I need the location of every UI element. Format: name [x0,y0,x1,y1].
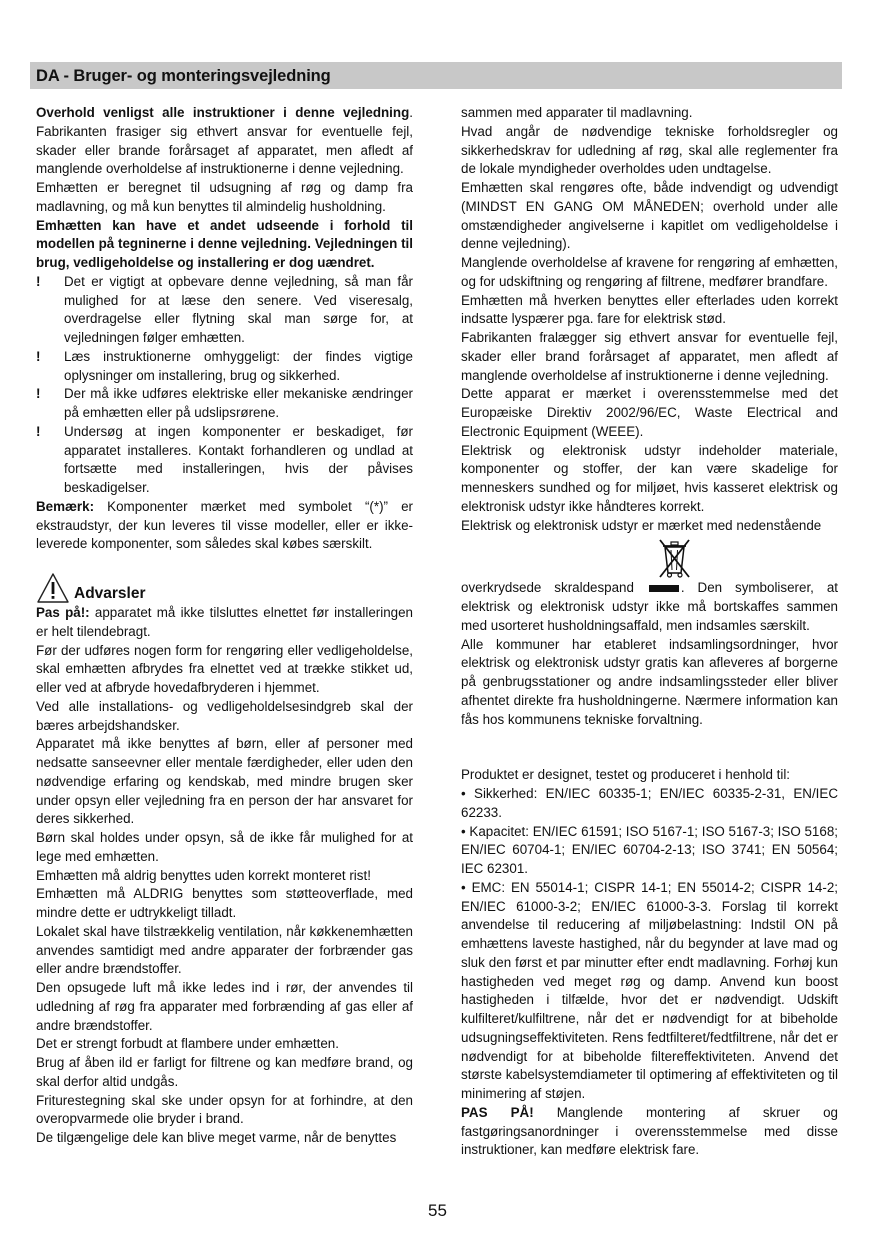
bullet-mark: ! [36,386,41,402]
safety-paragraph: Emhætten må aldrig benyttes uden korrekt monteret rist! [36,867,371,883]
body-paragraph: Manglende overholdelse af kravene for rengøring af emhætten, og for udskiftning og rengøring af filtrene, medfører brandfare. [461,255,838,289]
safety-paragraph: Det er strengt forbudt at flambere under emhætten. [36,1036,339,1052]
safety-paragraph: Lokalet skal have tilstrækkelig ventilation, når køkkenemhætten anvendes samtidigt med andre apparater der forbrænder gas eller andre brændstoffer. [36,923,413,977]
intro-bold: Overhold venligst alle instruktioner i denne vejledning [36,105,410,120]
warning-paragraph [36,604,413,642]
bullet-text: Der må ikke udføres elektriske eller mekaniske ændringer på emhætten eller på udslipsrørene. [64,386,413,420]
page-number: 55 [428,1201,447,1220]
bullet-text: Undersøg at ingen komponenter er beskadiget, før apparatet installeres. Kontakt forhandleren og undlad at fortsætte med installeringen, hvis der påvises beskadigelser. [64,423,413,495]
designed-paragraph: Produktet er designet, testet og produceret i henhold til: [461,767,791,783]
weee-text-a: overkrydsede skraldespand [461,580,634,596]
body-paragraph: Elektrisk og elektronisk udstyr indeholder materiale, komponenter og stoffer, der kan være skadelige for menneskers sundhed og for miljøet, hvis kasseret elektrisk og elektronisk udstyr ikke håndteres korrekt. [461,442,838,514]
intro-rest: . Fabrikanten frasiger sig ethvert ansvar for eventuelle fejl, skader eller brande forårsaget af apparatet, men afledt af manglende overholdelse af instruktionerne i denne vejledning. [36,105,413,177]
section-header [30,62,842,89]
caution-label: PAS PÅ! [461,1104,534,1120]
safety-paragraph: Ved alle installations- og vedligeholdelsesindgreb skal der bæres arbejdshandsker. [36,698,413,733]
collection-paragraph: Alle kommuner har etableret indsamlingsordninger, hvor elektrisk og elektronisk udstyr gratis kan afleveres af borgerne på genbrugsstationer og andre indsamlingssteder eller bliver afhentet direkte fra husholdningerne. Nærmere information kan fås hos kommunens tekniske forvaltning. [461,636,838,727]
safety-paragraph: De tilgængelige dele kan blive meget varme, når de benyttes [36,1130,397,1145]
bullet-mark: ! [36,348,41,364]
body-paragraph: sammen med apparater til madlavning. [461,105,693,120]
bullet-item [36,348,413,386]
caution-paragraph [461,1104,838,1160]
intro-paragraph [36,104,413,179]
crossed-bin-icon [654,535,694,579]
weee-text-b: . Den symboliserer, at elektrisk og elektronisk udstyr ikke må bortskaffes sammen med usorteret husholdningsaffald, men indsamles særskilt. [461,580,838,633]
body-paragraph: Hvad angår de nødvendige tekniske forholdsregler og sikkerhedskrav for udledning af røg, skal alle reglementer fra de lokale myndigheder overholdes uden undtagelse. [461,123,838,177]
safety-paragraph: Brug af åben ild er farligt for filtrene og kan medføre brand, og skal derfor altid undgås. [36,1055,413,1089]
safety-paragraph: Emhætten må ALDRIG benyttes som støtteoverflade, med mindre dette er udtrykkeligt tilladt. [36,886,413,920]
bullet-text: Det er vigtigt at opbevare denne vejledning, så man får mulighed for at læse den senere. Ved viseresalg, overdragelse eller flytning skal man sørge for, at vejledningen følger emhætten. [64,273,413,345]
body-paragraph: Fabrikanten fralægger sig ethvert ansvar for eventuelle fejl, skader eller brand forårsaget af apparatet, men afledt af manglende overholdelse af instruktionerne i denne vejledning. [461,330,838,383]
warning-triangle-icon [36,572,70,604]
safety-paragraph: Apparatet må ikke benyttes af børn, eller af personer med nedsatte sanseevner eller mentale færdigheder, eller uden den nødvendige erfaring og kendskab, med mindre brugen sker under opsyn eller vejledning fra en person der har ansvaret for deres sikkerhed. [36,736,413,827]
models-paragraph [36,217,413,273]
bullet-text: Læs instruktionerne omhyggeligt: der findes vigtige oplysninger om installering, brug og sikkerhed. [64,348,413,383]
warning-text: apparatet må ikke tilsluttes elnettet før installeringen er helt tilendebragt. [36,605,414,639]
right-column [461,104,838,1160]
safety-paragraph: Den opsugede luft må ikke ledes ind i rør, der anvendes til udledning af røg fra apparater med forbrænding af gas eller af andre brændstoffer. [36,980,413,1033]
body-paragraph: Elektrisk og elektronisk udstyr er mærket med nedenstående [461,517,822,533]
bullet-mark: ! [36,273,41,289]
warnings-title: Advarsler [74,585,146,602]
bullet-item [36,423,413,498]
note-text: Komponenter mærket med symbolet “(*)” er ekstraudstyr, der kun leveres til visse modeller, eller er ikke-leverede komponenter, som således skal købes særskilt. [36,498,413,552]
standards-safety: • Sikkerhed: EN/IEC 60335-1; EN/IEC 60335-2-31, EN/IEC 62233. [461,786,838,820]
note-label: Bemærk: [36,498,95,514]
body-paragraph: Emhætten må hverken benyttes eller efterlades uden korrekt indsatte lyspærer pga. fare for elektrisk stød. [461,292,838,327]
models-bold-text: Emhætten kan have et andet udseende i forhold til modellen på tegninerne i denne vejledning. Vejledningen til brug, vedligeholdelse og installering er dog uændret. [36,217,413,270]
standards-emc: • EMC: EN 55014-1; CISPR 14-1; EN 55014-2; CISPR 14-2; EN/IEC 61000-3-2; EN/IEC 61000-3-3. Forslag til korrekt anvendelse til reducering af miljøbelastning: Indstil ON på emhættens laveste hastighed, når du begynder at lave mad og sluk den først et par minutter efter endt madlavning. Forhøj kun hastigheden ved meget røg og damp. Anvend kun boost hastigheden i tilfælde, hvor det er nødvendigt. Udskift kulfilteret/kulfiltrene, når det er nødvendigt for at bibeholde udsugningseffektiviteten. Rens fedtfilteret/fedtfiltrene, når det er nødvendigt for at bibeholde filtereffektiviteten. Anvend det største kabelsystemdiameter til optimering af effektiviteten og til minimering af støjen. [461,879,838,1101]
use-paragraph: Emhætten er beregnet til udsugning af røg og damp fra madlavning, og må kun benyttes til almindelig husholdning. [36,180,413,214]
weee-symbol-row [461,535,838,579]
weee-paragraph [461,579,838,635]
caution-text: Manglende montering af skruer og fastgøringsanordninger i overensstemmelse med disse instruktioner, kan medføre elektrisk fare. [461,1104,838,1158]
warning-label: Pas på!: [36,605,90,620]
safety-paragraph: Friturestegning skal ske under opsyn for at forhindre, at den overopvarmede olie bryder i brand. [36,1092,413,1127]
safety-paragraph: Før der udføres nogen form for rengøring eller vedligeholdelse, skal emhætten afbrydes fra elnettet ved at trække stikket ud, eller ved at afbryde hovedafbryderen i hjemmet. [36,642,413,695]
bullet-mark: ! [36,423,41,439]
body-paragraph: Emhætten skal rengøres ofte, både indvendigt og udvendigt (MINDST EN GANG OM MÅNEDEN; overhold under alle omstændigheder angivelserne i kapitlet om vedligeholdelse i denne vejledning). [461,180,838,252]
left-column [36,104,413,1148]
bullet-item [36,385,413,423]
body-paragraph: Dette apparat er mærket i overensstemmelse med det Europæiske Direktiv 2002/96/EC, Waste Electrical and Electronic Equipment (WEEE). [461,386,838,439]
page-title: DA - Bruger- og monteringsvejledning [36,67,331,85]
bullet-item [36,273,413,348]
standards-capacity: • Kapacitet: EN/IEC 61591; ISO 5167-1; ISO 5167-3; ISO 5168; EN/IEC 60704-1; EN/IEC 60704-2-13; ISO 3741; EN 50564; IEC 62301. [461,823,838,876]
warnings-heading [36,570,413,604]
note-paragraph [36,498,413,554]
weee-bar-icon [649,585,679,592]
safety-paragraph: Børn skal holdes under opsyn, så de ikke får mulighed for at lege med emhætten. [36,830,413,864]
spacer [461,729,838,766]
